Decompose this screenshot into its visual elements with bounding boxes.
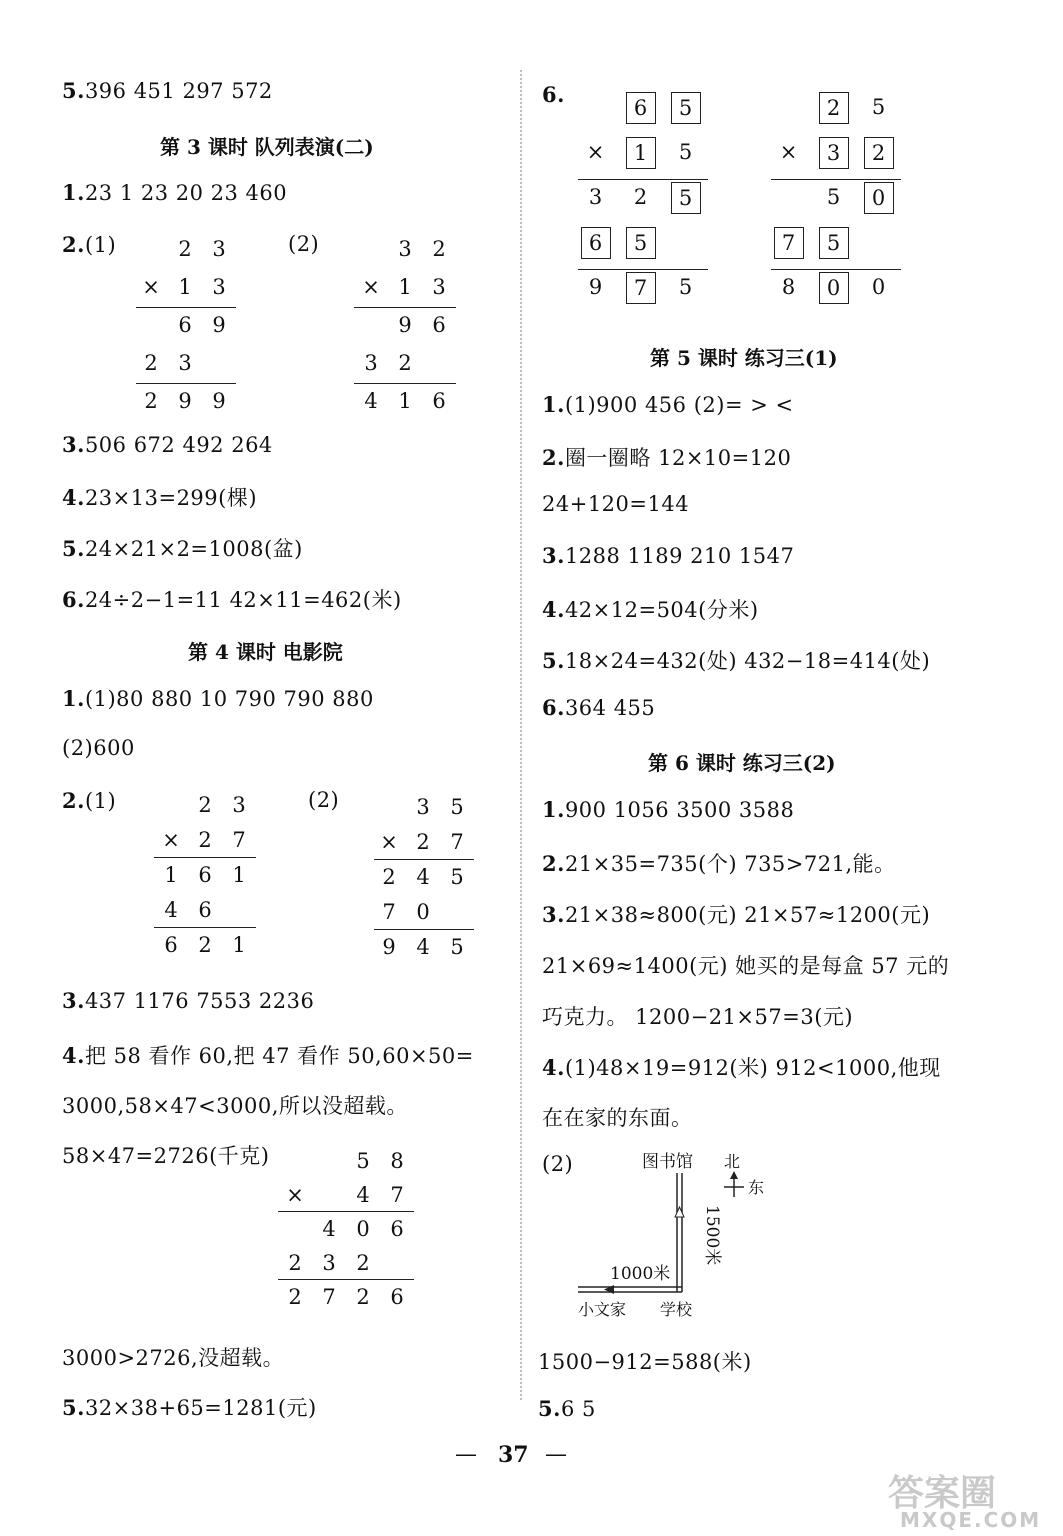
digit: 9 — [588, 275, 603, 299]
question-number: 2. — [542, 445, 565, 470]
part-label: (2) — [288, 232, 320, 256]
answer-line: 1500−912=588(米) — [538, 1350, 752, 1374]
digit — [224, 895, 254, 925]
answer-text: 396 451 297 572 — [84, 79, 273, 103]
digit — [314, 1180, 344, 1210]
answer-text: 24÷2−1=11 42×11=462(米) — [84, 588, 402, 612]
answer-text: 506 672 492 264 — [84, 433, 273, 457]
digit: 1 — [164, 863, 178, 887]
digit — [382, 1248, 412, 1278]
digit-box: 6 — [626, 92, 656, 124]
digit-box: 7 — [626, 272, 656, 304]
digit: 4 — [164, 898, 178, 922]
digit: 4 — [322, 1217, 336, 1241]
answer-line — [542, 543, 794, 568]
digit: 3 — [398, 237, 412, 261]
answer-line: 3000>2726,没超载。 — [62, 1346, 285, 1370]
digit — [774, 92, 804, 122]
answer-line — [542, 695, 655, 720]
digit — [204, 348, 234, 378]
digit — [356, 234, 386, 264]
section-title: 第 6 课时 练习三(2) — [648, 751, 836, 775]
question-number: 5. — [62, 536, 85, 561]
multiply-sign: × — [362, 275, 380, 299]
answer-line — [62, 482, 257, 512]
digit-box: 2 — [819, 92, 849, 124]
digit: 5 — [826, 185, 841, 209]
question-number: 5. — [538, 1396, 561, 1421]
answer-line — [62, 686, 374, 711]
digit: 7 — [322, 1285, 336, 1309]
answer-line — [542, 645, 930, 675]
digit: 1 — [398, 275, 412, 299]
digit: 2 — [288, 1285, 302, 1309]
digit: 3 — [364, 351, 378, 375]
digit-box: 5 — [671, 182, 701, 214]
digit: 2 — [356, 1251, 370, 1275]
digit: 7 — [450, 830, 464, 854]
answer-text: 6 5 — [560, 1397, 596, 1421]
question-number: 4. — [62, 485, 85, 510]
digit: 5 — [356, 1149, 370, 1173]
digit: 2 — [144, 389, 158, 413]
digit — [864, 227, 894, 257]
digit-box: 0 — [819, 272, 849, 304]
answer-text: 32×38+65=1281(元) — [84, 1396, 317, 1420]
north-label: 北 — [724, 1152, 741, 1171]
digit: 9 — [178, 389, 192, 413]
east-label: 东 — [748, 1178, 765, 1197]
watermark-logo: 答案圈 — [888, 1473, 997, 1514]
digit: 3 — [178, 351, 192, 375]
digit: 9 — [212, 313, 226, 337]
digit — [774, 182, 804, 212]
route-map-diagram — [560, 1145, 800, 1325]
answer-line: 3000,58×47<3000,所以没超载。 — [62, 1094, 408, 1118]
digit: 2 — [432, 237, 446, 261]
digit: 4 — [416, 935, 430, 959]
question-number: 2. — [542, 851, 565, 876]
question-number: 5. — [542, 648, 565, 673]
answer-line: 在在家的东面。 — [542, 1106, 693, 1130]
digit: 1 — [232, 863, 246, 887]
calc-rule-line — [374, 929, 474, 930]
page-dash: — — [455, 1442, 477, 1467]
answer-line — [62, 1040, 474, 1070]
digit: 3 — [232, 793, 246, 817]
calc-rule-line — [771, 179, 901, 180]
answer-text: 437 1176 7553 2236 — [84, 989, 315, 1013]
multiply-sign: × — [286, 1183, 304, 1207]
answer-text: 23 1 23 20 23 460 — [84, 181, 288, 205]
answer-line — [542, 442, 791, 472]
digit-box: 7 — [774, 227, 804, 259]
answer-line — [542, 797, 794, 822]
digit: 4 — [416, 865, 430, 889]
answer-line — [542, 392, 794, 417]
digit: 4 — [364, 389, 378, 413]
digit: 7 — [382, 900, 396, 924]
digit: 6 — [198, 863, 212, 887]
digit-box: 5 — [626, 227, 656, 259]
question-number: 1. — [62, 180, 85, 205]
answer-line — [542, 82, 565, 107]
north-arrow-icon — [730, 1171, 738, 1179]
digit: 5 — [450, 865, 464, 889]
digit: 8 — [390, 1149, 404, 1173]
digit: 5 — [450, 935, 464, 959]
horizontal-distance-label: 1000米 — [610, 1264, 671, 1284]
answer-text: 42×12=504(分米) — [564, 598, 759, 622]
digit: 5 — [678, 140, 693, 164]
section-title: 第 5 课时 练习三(1) — [650, 346, 838, 370]
question-number: 3. — [542, 543, 565, 568]
question-number: 3. — [62, 988, 85, 1013]
digit: 6 — [198, 898, 212, 922]
answer-text: 21×38≈800(元) 21×57≈1200(元) — [564, 903, 931, 927]
digit: 2 — [288, 1251, 302, 1275]
answer-line — [542, 848, 896, 878]
calc-rule-line — [136, 307, 236, 308]
digit: 6 — [432, 389, 446, 413]
digit: 1 — [398, 389, 412, 413]
digit — [581, 92, 611, 122]
answer-line: 巧克力。 1200−21×57=3(元) — [542, 1005, 854, 1029]
digit: 2 — [398, 351, 412, 375]
answer-text: 圈一圈略 12×10=120 — [564, 446, 792, 470]
answer-line — [62, 1392, 317, 1422]
digit: 7 — [390, 1183, 404, 1207]
school-label: 学校 — [660, 1300, 693, 1319]
question-number: 4. — [542, 597, 565, 622]
question-number: 6. — [542, 82, 565, 107]
digit: 2 — [144, 351, 158, 375]
digit: 6 — [390, 1285, 404, 1309]
question-number: 4. — [62, 1043, 85, 1068]
multiply-sign: × — [380, 830, 398, 854]
question-number: 2. — [62, 232, 85, 257]
digit-box: 3 — [819, 137, 849, 169]
answer-line — [542, 1052, 941, 1082]
digit: 3 — [212, 275, 226, 299]
answer-line — [62, 78, 273, 103]
digit-box: 2 — [864, 137, 894, 169]
question-number: 3. — [542, 902, 565, 927]
answer-line — [542, 594, 759, 624]
digit — [314, 1146, 344, 1176]
multiply-sign: × — [779, 140, 798, 164]
answer-text: 23×13=299(棵) — [84, 486, 258, 510]
answer-line — [62, 232, 116, 257]
digit: 6 — [390, 1217, 404, 1241]
calc-rule-line — [136, 383, 236, 384]
digit: 3 — [588, 185, 603, 209]
digit — [424, 348, 454, 378]
question-number: 3. — [62, 432, 85, 457]
part-label: (1) — [84, 233, 117, 257]
multiply-sign: × — [586, 140, 605, 164]
answer-line — [62, 788, 116, 813]
answer-line — [62, 584, 402, 614]
part-label: (2) — [542, 1152, 574, 1176]
calc-rule-line — [354, 383, 456, 384]
answer-line: (2)600 — [62, 736, 135, 760]
digit: 5 — [678, 275, 693, 299]
answer-text: 364 455 — [564, 696, 656, 720]
answer-line — [62, 180, 287, 205]
digit: 9 — [212, 389, 226, 413]
calc-rule-line — [578, 269, 708, 270]
digit: 3 — [416, 795, 430, 819]
digit: 0 — [416, 900, 430, 924]
section-title: 第 4 课时 电影院 — [188, 640, 343, 664]
digit-box: 6 — [581, 227, 611, 259]
page-number: 37 — [498, 1442, 529, 1468]
question-number: 4. — [542, 1055, 565, 1080]
answer-text: 21×35=735(个) 735>721,能。 — [564, 852, 896, 876]
question-number: 6. — [62, 587, 85, 612]
digit: 2 — [198, 828, 212, 852]
question-number: 1. — [542, 392, 565, 417]
answer-line: 21×69≈1400(元) 她买的是每盒 57 元的 — [542, 954, 950, 978]
answer-line: 58×47=2726(千克) — [62, 1144, 270, 1168]
digit — [280, 1146, 310, 1176]
digit: 3 — [432, 275, 446, 299]
digit-box: 5 — [671, 92, 701, 124]
answer-text: 把 58 看作 60,把 47 看作 50,60×50= — [84, 1044, 474, 1068]
digit: 2 — [416, 830, 430, 854]
digit — [136, 234, 166, 264]
answer-text: 24×21×2=1008(盆) — [84, 537, 303, 561]
question-number: 1. — [542, 797, 565, 822]
part-label: (1) — [84, 789, 117, 813]
answer-line — [62, 533, 303, 563]
answer-line — [62, 988, 314, 1013]
digit: 6 — [164, 933, 178, 957]
calc-rule-line — [578, 179, 708, 180]
digit — [280, 1214, 310, 1244]
digit: 1 — [178, 275, 192, 299]
question-number: 1. — [62, 686, 85, 711]
digit: 8 — [781, 275, 796, 299]
digit — [156, 790, 186, 820]
digit: 2 — [178, 237, 192, 261]
digit: 5 — [450, 795, 464, 819]
calc-rule-line — [278, 1279, 414, 1280]
digit: 0 — [356, 1217, 370, 1241]
question-number: 5. — [62, 1395, 85, 1420]
digit: 5 — [871, 95, 886, 119]
digit-box: 0 — [864, 182, 894, 214]
digit: 6 — [178, 313, 192, 337]
digit — [671, 227, 701, 257]
digit: 0 — [871, 275, 886, 299]
calc-rule-line — [154, 927, 256, 928]
answer-line — [542, 899, 930, 929]
vertical-distance-label: 1500米 — [702, 1205, 722, 1266]
digit — [374, 792, 404, 822]
answer-line — [538, 1396, 596, 1421]
answer-line — [62, 432, 273, 457]
answer-text: 900 1056 3500 3588 — [564, 798, 795, 822]
digit: 3 — [322, 1251, 336, 1275]
question-number: 2. — [62, 788, 85, 813]
section-title: 第 3 课时 队列表演(二) — [160, 135, 374, 159]
calc-rule-line — [154, 857, 256, 858]
answer-text: (1)900 456 (2)= > < — [564, 393, 794, 417]
page-dash: — — [545, 1442, 567, 1467]
watermark-url: MXQE.COM — [900, 1508, 1042, 1532]
home-label: 小文家 — [578, 1300, 627, 1319]
digit: 1 — [232, 933, 246, 957]
question-number: 6. — [542, 695, 565, 720]
digit: 2 — [198, 793, 212, 817]
part-label: (2) — [308, 788, 340, 812]
answer-line: 24+120=144 — [542, 492, 690, 516]
multiply-sign: × — [162, 828, 180, 852]
calc-rule-line — [374, 859, 474, 860]
calc-rule-line — [354, 307, 456, 308]
digit: 2 — [356, 1285, 370, 1309]
calc-rule-line — [771, 269, 901, 270]
digit — [356, 310, 386, 340]
digit: 2 — [633, 185, 648, 209]
digit: 9 — [382, 935, 396, 959]
digit: 9 — [398, 313, 412, 337]
question-number: 5. — [62, 78, 85, 103]
answer-text: (1)48×19=912(米) 912<1000,他现 — [564, 1056, 941, 1080]
digit: 3 — [212, 237, 226, 261]
answer-text: 18×24=432(处) 432−18=414(处) — [564, 649, 931, 673]
answer-text: (1)80 880 10 790 790 880 — [84, 687, 374, 711]
digit — [136, 310, 166, 340]
digit-box: 1 — [626, 137, 656, 169]
library-label: 图书馆 — [642, 1152, 693, 1172]
answer-text: 1288 1189 210 1547 — [564, 544, 795, 568]
multiply-sign: × — [142, 275, 160, 299]
digit: 4 — [356, 1183, 370, 1207]
digit — [442, 897, 472, 927]
digit: 2 — [382, 865, 396, 889]
column-divider — [520, 70, 522, 1400]
digit: 2 — [198, 933, 212, 957]
digit: 7 — [232, 828, 246, 852]
digit: 6 — [432, 313, 446, 337]
digit-box: 5 — [819, 227, 849, 259]
calc-rule-line — [278, 1211, 414, 1212]
